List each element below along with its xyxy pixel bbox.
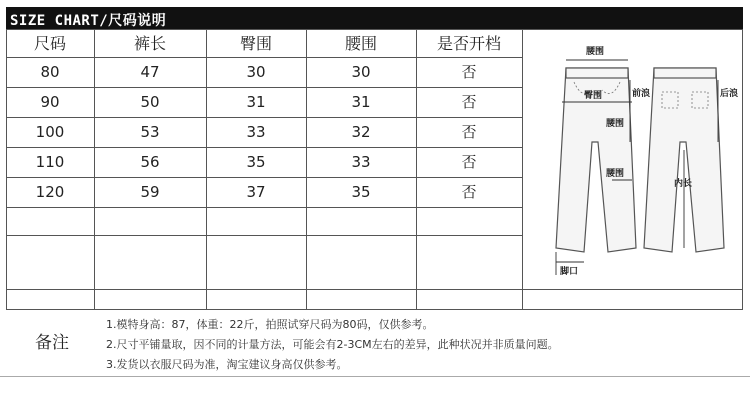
title-bar <box>6 7 743 29</box>
header-hip: 臀围 <box>239 34 272 53</box>
notes-section <box>6 310 743 376</box>
cell-hip: 30 <box>246 63 266 81</box>
label-thigh: 腰围 <box>606 169 625 179</box>
header-waist: 腰围 <box>344 34 377 53</box>
cell-length: 47 <box>140 63 160 81</box>
cell-open-crotch: 否 <box>461 153 477 171</box>
cell-waist: 35 <box>351 183 371 201</box>
header-length: 裤长 <box>133 34 166 53</box>
cell-waist: 32 <box>351 123 371 141</box>
label-hip-mid: 腰围 <box>606 119 625 129</box>
note-line: 2.尺寸平铺量取，因不同的计量方法，可能会有2-3CM左右的差异，此种状况并非质量问题。 <box>106 338 559 351</box>
cell-open-crotch: 否 <box>461 123 477 141</box>
cell-length: 56 <box>140 153 160 171</box>
bottom-rule <box>0 376 750 377</box>
pants-measurement-diagram <box>522 30 742 286</box>
cell-size: 100 <box>35 123 65 141</box>
table-rule <box>6 289 743 290</box>
cell-length: 53 <box>140 123 160 141</box>
notes-label: 备注 <box>35 333 69 353</box>
cell-size: 80 <box>40 63 60 81</box>
note-line: 3.发货以衣服尺码为准，淘宝建议身高仅供参考。 <box>106 358 348 371</box>
label-waist: 腰围 <box>586 47 605 57</box>
label-front-rise: 前浪 <box>632 89 651 99</box>
cell-length: 50 <box>140 93 160 111</box>
table-rule <box>6 235 522 236</box>
page-title: SIZE CHART/尺码说明 <box>10 13 167 29</box>
note-line: 1.模特身高：87，体重：22斤，拍照试穿尺码为80码，仅供参考。 <box>106 318 434 331</box>
header-open-crotch: 是否开档 <box>436 34 501 53</box>
cell-hip: 33 <box>246 123 266 141</box>
cell-length: 59 <box>140 183 160 201</box>
table-rule <box>6 207 522 208</box>
cell-size: 90 <box>40 93 60 111</box>
back-waistband <box>654 68 716 78</box>
cell-open-crotch: 否 <box>461 63 477 81</box>
front-waistband <box>566 68 628 78</box>
cell-open-crotch: 否 <box>461 93 477 111</box>
cell-size: 120 <box>35 183 65 201</box>
label-hip: 臀围 <box>584 91 603 101</box>
cell-waist: 31 <box>351 93 371 111</box>
label-hem: 脚口 <box>560 267 579 277</box>
label-inseam: 内长 <box>674 179 693 189</box>
cell-hip: 31 <box>246 93 266 111</box>
header-size: 尺码 <box>33 34 66 53</box>
cell-hip: 35 <box>246 153 266 171</box>
table-rule <box>742 29 743 310</box>
label-back-rise: 后浪 <box>720 89 739 99</box>
cell-waist: 30 <box>351 63 371 81</box>
cell-open-crotch: 否 <box>461 183 477 201</box>
cell-size: 110 <box>35 153 65 171</box>
cell-waist: 33 <box>351 153 371 171</box>
cell-hip: 37 <box>246 183 266 201</box>
